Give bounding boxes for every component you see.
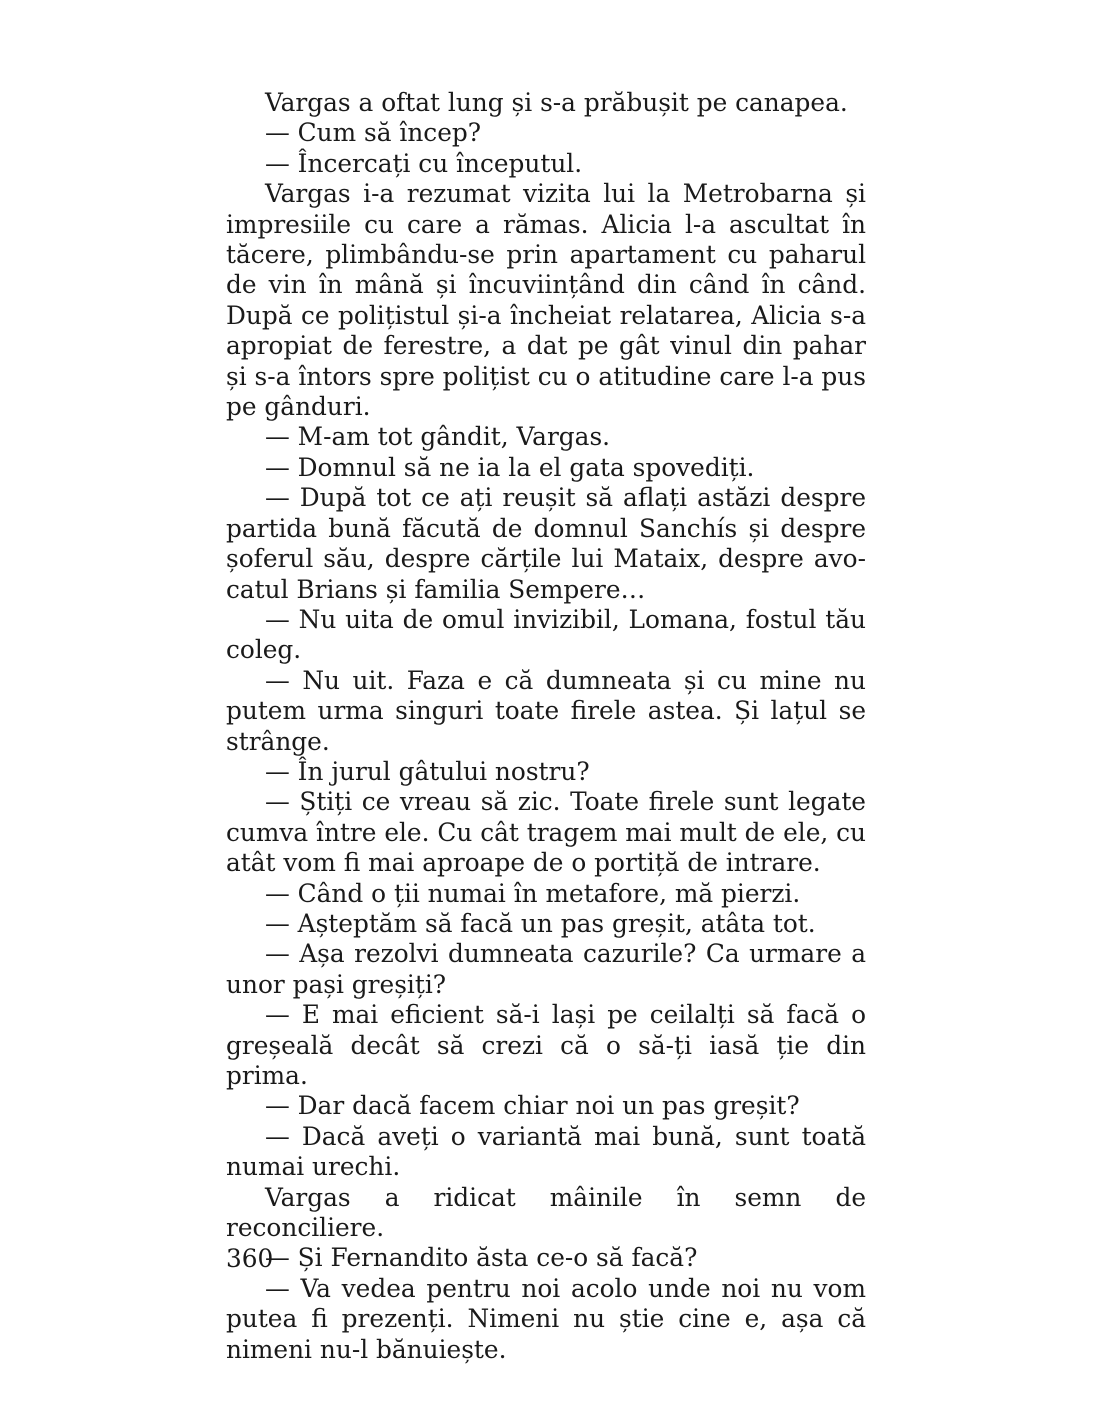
dialogue-line: — Nu uita de omul invizibil, Lomana, fostul tău coleg.	[226, 604, 866, 665]
dialogue-line: — Încercați cu începutul.	[265, 148, 583, 178]
dialogue-line: — Când o ții numai în metafore, mă pierzi.	[265, 878, 801, 908]
dialogue-line: — Nu uit. Faza e că dumneata și cu mine nu putem urma singuri toate firele astea. Și lațul se strânge.	[226, 665, 866, 756]
dialogue-line: — Și Fernandito ăsta ce-o să facă?	[265, 1243, 698, 1273]
dialogue-line: — Așteptăm să facă un pas greșit, atâta tot.	[265, 908, 816, 938]
dialogue-line: — M-am tot gândit, Vargas.	[265, 422, 611, 452]
dialogue-line: — După tot ce ați reușit să aflați astăzi despre partida bună făcută de domnul Sanchís și despre șoferul său, despre cărțile lui Mataix, despre avocatul Brians și familia Sempere…	[226, 483, 866, 604]
page-number: 360	[226, 1244, 274, 1273]
dialogue-line: — Va vedea pentru noi acolo unde noi nu vom putea fi prezenți. Nimeni nu știe cine e, așa că nimeni nu-l bănuiește.	[226, 1273, 866, 1364]
paragraph: Vargas a oftat lung și s-a prăbușit pe canapea.	[265, 88, 848, 117]
dialogue-line: — Dar dacă facem chiar noi un pas greșit?	[265, 1091, 800, 1121]
dialogue-line: — Domnul să ne ia la el gata spovediți.	[265, 452, 755, 482]
dialogue-line: — Știți ce vreau să zic. Toate firele sunt legate cumva între ele. Cu cât tragem mai mult de ele, cu atât vom fi mai aproape de o portiță de intrare.	[226, 787, 866, 878]
dialogue-line: — Cum să încep?	[265, 118, 482, 148]
dialogue-line: — Așa rezolvi dumneata cazurile? Ca urmare a unor pași greșiți?	[226, 939, 866, 999]
paragraph: Vargas i-a rezumat vizita lui la Metrobarna și impresiile cu care a rămas. Alicia l-a ascultat în tăcere, plimbându-se prin apartament cu paharul de vin în mână și încuviințând din când în când. După ce polițistul și-a încheiat relatarea, Alicia s-a apropiat de ferestre, a dat pe gât vinul din pahar și s-a întors spre polițist cu o atitudine care l-a pus pe gânduri.	[226, 179, 866, 422]
dialogue-line: — În jurul gâtului nostru?	[265, 756, 590, 786]
paragraph: Vargas a ridicat mâinile în semn de reconciliere.	[226, 1182, 866, 1243]
page-body	[226, 88, 866, 1365]
dialogue-line: — E mai eficient să-i lași pe ceilalți să facă o greșeală decât să crezi că o să-ți iasă ție din prima.	[226, 1000, 866, 1090]
dialogue-line: — Dacă aveți o variantă mai bună, sunt toată numai urechi.	[226, 1121, 866, 1182]
